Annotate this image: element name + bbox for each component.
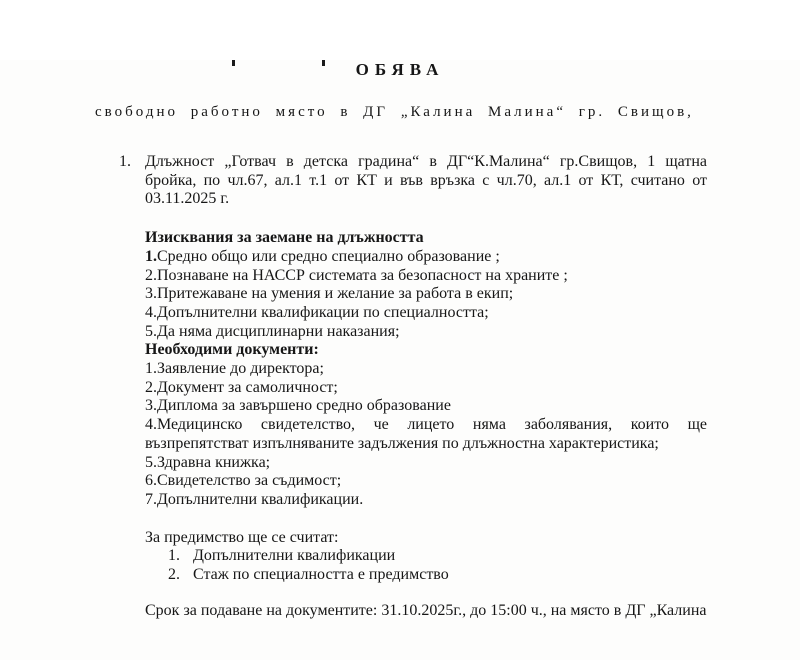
- vacancy-item-number: 1.: [119, 153, 131, 170]
- cut-off-text-fragment: [232, 60, 235, 66]
- advantage-text: Стаж по специалността е предимство: [193, 566, 449, 584]
- deadline-line: Срок за подаване на документите: 31.10.2025г., до 15:00 ч., на място в ДГ „Калина: [145, 601, 707, 619]
- advantage-item: [168, 566, 707, 585]
- page-title: ОБЯВА: [355, 60, 445, 79]
- document-line: 4.Медицинско свидетелство, че лицето няма заболявания, които ще възпрепятстват изпълняваните задължения по длъжностна характеристика;: [145, 416, 707, 452]
- vacancy-item-text: Длъжност „Готвач в детска градина“ в ДГ“К.Малина“ гр.Свищов, 1 щатна бройка, по чл.67, ал.1 т.1 от КТ и във връзка с чл.70, ал.1 от КТ, считано от 03.11.2025 г.: [145, 153, 707, 208]
- advantage-heading: За предимство ще се считат:: [145, 528, 339, 546]
- document-line: 1.Заявление до директора;: [145, 360, 324, 378]
- cut-off-text-fragment: [322, 60, 325, 66]
- requirement-line: 3.Притежаване на умения и желание за работа в екип;: [145, 285, 514, 303]
- advantage-item: [168, 547, 707, 566]
- document-body: [145, 229, 707, 620]
- requirements-heading: Изисквания за заемане на длъжността: [145, 229, 424, 247]
- document-line: 6.Свидетелство за съдимост;: [145, 472, 342, 490]
- requirement-line: 2.Познаване на НАССР системата за безопасност на храните ;: [145, 266, 568, 284]
- requirement-number: 1.: [145, 247, 157, 265]
- advantage-text: Допълнителни квалификации: [193, 547, 396, 565]
- advantage-number: 1.: [168, 547, 180, 565]
- vacancy-item: [119, 153, 800, 209]
- document-page: [0, 60, 800, 660]
- advantage-number: 2.: [168, 566, 180, 584]
- requirement-line: 5.Да няма дисциплинарни наказания;: [145, 322, 400, 340]
- document-line: 3.Диплома за завършено средно образование: [145, 397, 451, 415]
- requirement-line: [145, 248, 707, 267]
- requirement-text: Средно общо или средно специално образование ;: [157, 247, 500, 265]
- document-line: 7.Допълнителни квалификации.: [145, 490, 364, 508]
- document-line: 2.Документ за самоличност;: [145, 378, 338, 396]
- document-line: 5.Здравна книжка;: [145, 453, 271, 471]
- subtitle: свободно работно място в ДГ „Калина Малина“ гр. Свищов,: [95, 104, 694, 120]
- requirement-line: 4.Допълнителни квалификации по специалността;: [145, 303, 489, 321]
- documents-heading: Необходими документи:: [145, 341, 319, 359]
